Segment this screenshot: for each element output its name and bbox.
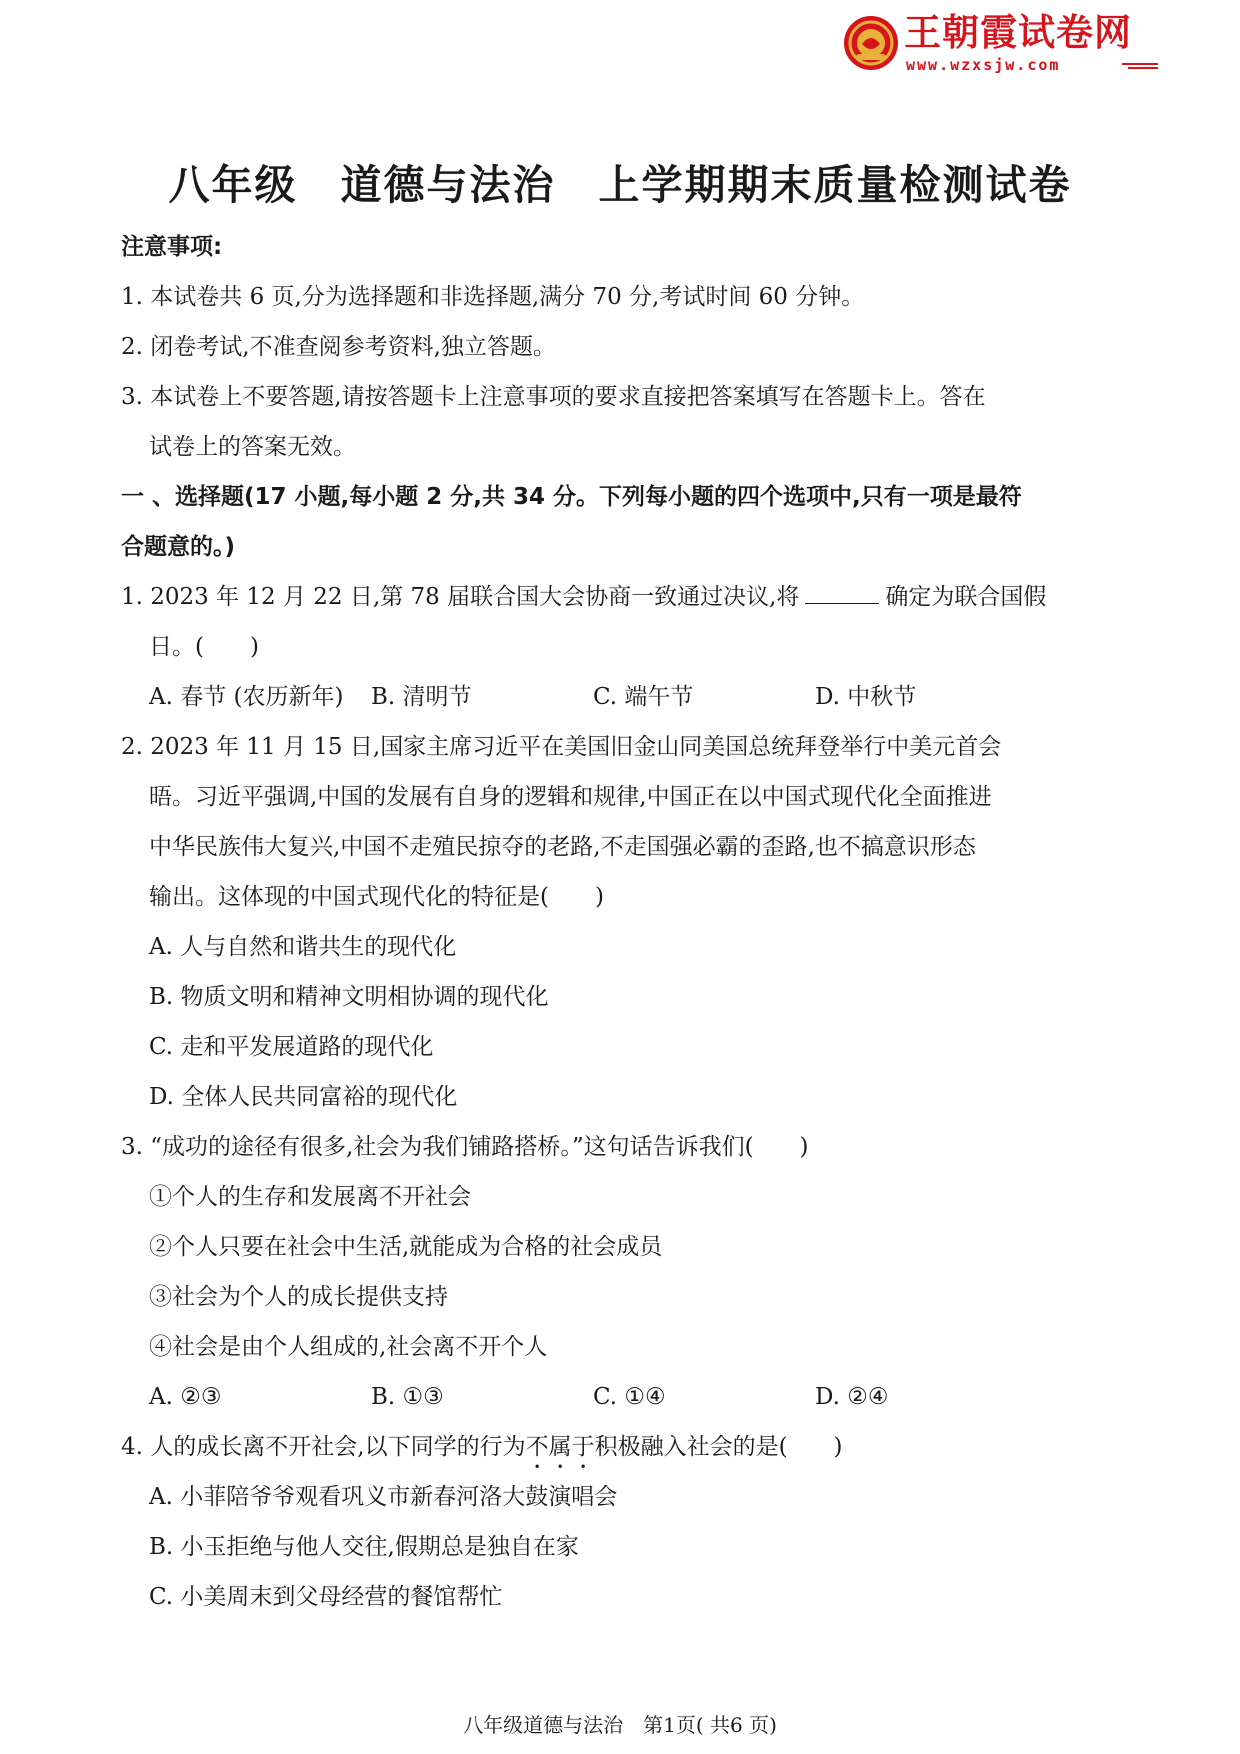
question-2-stem: 2. 2023 年 11 月 15 日,国家主席习近平在美国旧金山同美国总统拜登举行中美元首会 bbox=[121, 734, 1002, 760]
question-2-stem-continued: 输出。这体现的中国式现代化的特征是( ) bbox=[149, 884, 604, 910]
question-1-stem: 1. 2023 年 12 月 22 日,第 78 届联合国大会协商一致通过决议,将 确定为联合国假 bbox=[121, 572, 1121, 622]
option-c: C. ①④ bbox=[593, 1384, 666, 1410]
option-d: D. ②④ bbox=[815, 1384, 889, 1410]
statement-4: ④社会是由个人组成的,社会离不开个人 bbox=[149, 1334, 548, 1360]
notice-item: 2. 闭卷考试,不准查阅参考资料,独立答题。 bbox=[121, 334, 556, 360]
option-c: C. 端午节 bbox=[593, 684, 694, 710]
emphasis-text: 不属于 bbox=[525, 1434, 595, 1460]
seal-icon bbox=[842, 14, 900, 72]
notice-item-continued: 试卷上的答案无效。 bbox=[149, 434, 356, 460]
option-c: C. 小美周末到父母经营的餐馆帮忙 bbox=[149, 1584, 503, 1610]
question-3-options bbox=[121, 1372, 1121, 1422]
option-a: A. 人与自然和谐共生的现代化 bbox=[149, 934, 457, 960]
option-a: A. ②③ bbox=[149, 1384, 222, 1410]
logo-name: 王朝霞试卷网 bbox=[904, 11, 1132, 54]
logo-url: www.wzxsjw.com bbox=[906, 56, 1061, 74]
notice-item: 1. 本试卷共 6 页,分为选择题和非选择题,满分 70 分,考试时间 60 分钟。 bbox=[121, 284, 865, 310]
question-1-stem-continued: 日。( ) bbox=[149, 634, 259, 660]
option-a: A. 小菲陪爷爷观看巩义市新春河洛大鼓演唱会 bbox=[149, 1484, 618, 1510]
question-2-stem-continued: 晤。习近平强调,中国的发展有自身的逻辑和规律,中国正在以中国式现代化全面推进 bbox=[149, 784, 992, 810]
option-b: B. 清明节 bbox=[371, 684, 472, 710]
option-b: B. 物质文明和精神文明相协调的现代化 bbox=[149, 984, 549, 1010]
question-2-stem-continued: 中华民族伟大复兴,中国不走殖民掠夺的老路,不走国强必霸的歪路,也不搞意识形态 bbox=[149, 834, 976, 860]
section-heading-continued: 合题意的。) bbox=[121, 534, 236, 560]
option-c: C. 走和平发展道路的现代化 bbox=[149, 1034, 434, 1060]
page-footer: 八年级道德与法治 第1页( 共6 页) bbox=[463, 1713, 777, 1737]
page-title: 八年级 道德与法治 上学期期末质量检测试卷 bbox=[168, 161, 1072, 209]
statement-3: ③社会为个人的成长提供支持 bbox=[149, 1284, 448, 1310]
answer-blank bbox=[805, 581, 879, 604]
site-logo bbox=[842, 10, 1162, 78]
question-1-options bbox=[121, 672, 1121, 722]
exam-content bbox=[121, 222, 1121, 1622]
question-3-stem: 3. “成功的途径有很多,社会为我们铺路搭桥。”这句话告诉我们( ) bbox=[121, 1134, 809, 1160]
question-4-stem: 4. 人的成长离不开社会,以下同学的行为不属于积极融入社会的是( ) bbox=[121, 1434, 843, 1460]
option-b: B. 小玉拒绝与他人交往,假期总是独自在家 bbox=[149, 1534, 579, 1560]
notice-heading: 注意事项: bbox=[121, 234, 223, 260]
statement-2: ②个人只要在社会中生活,就能成为合格的社会成员 bbox=[149, 1234, 663, 1260]
section-heading: 一 、选择题(17 小题,每小题 2 分,共 34 分。下列每小题的四个选项中,只有一项是最符 bbox=[121, 484, 1022, 510]
option-d: D. 中秋节 bbox=[815, 684, 917, 710]
notice-item: 3. 本试卷上不要答题,请按答题卡上注意事项的要求直接把答案填写在答题卡上。答在 bbox=[121, 384, 986, 410]
option-a: A. 春节 (农历新年) bbox=[149, 684, 344, 710]
option-d: D. 全体人民共同富裕的现代化 bbox=[149, 1084, 458, 1110]
option-b: B. ①③ bbox=[371, 1384, 444, 1410]
statement-1: ①个人的生存和发展离不开社会 bbox=[149, 1184, 471, 1210]
decorative-lines bbox=[1122, 62, 1158, 72]
